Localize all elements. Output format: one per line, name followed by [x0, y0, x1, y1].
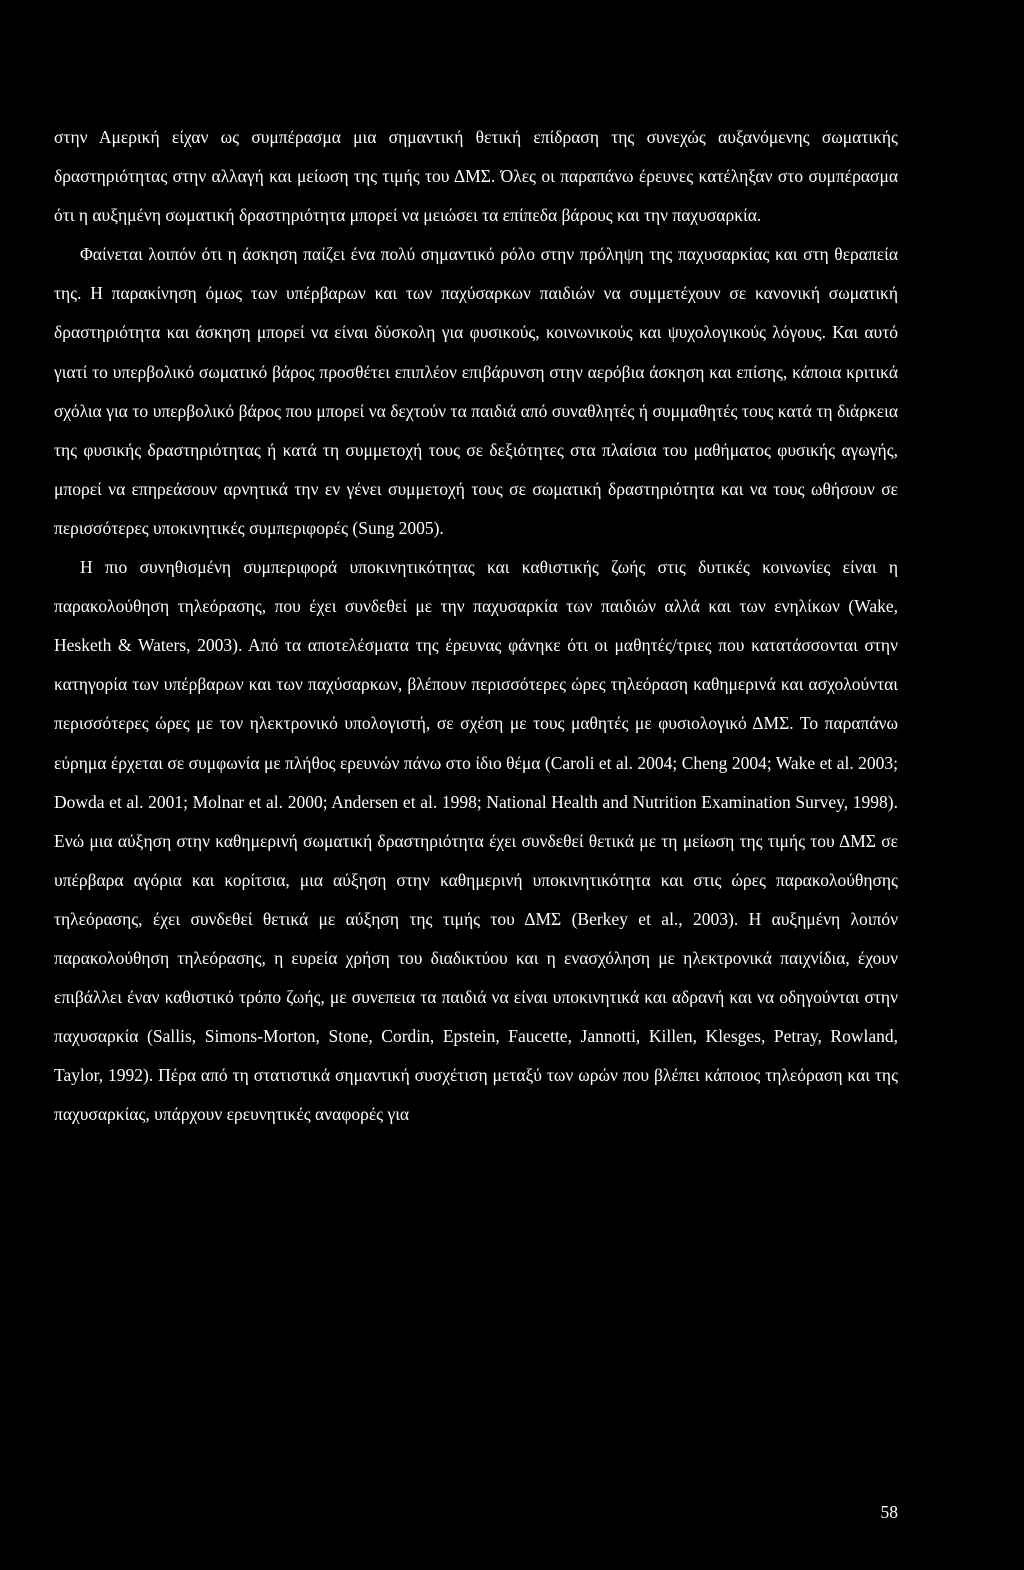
paragraph-television-sedentary: Η πιο συνηθισμένη συμπεριφορά υποκινητικότητας και καθιστικής ζωής στις δυτικές κοινωνίες είναι η παρακολούθηση τηλεόρασης, που έχει συνδεθεί με την παχυσαρκία των παιδιών αλλά και των ενηλίκων (Wake, Hesketh & Waters, 2003). Από τα αποτελέσματα της έρευνας φάνηκε ότι οι μαθητές/τριες που κατατάσσονται στην κατηγορία των υπέρβαρων και των παχύσαρκων, βλέπουν περισσότερες ώρες τηλεόραση καθημερινά και ασχολούνται περισσότερες ώρες με τον ηλεκτρονικό υπολογιστή, σε σχέση με τους μαθητές με φυσιολογικό ΔΜΣ. Το παραπάνω εύρημα έρχεται σε συμφωνία με πλήθος ερευνών πάνω στο ίδιο θέμα (Caroli et al. 2004; Cheng 2004; Wake et al. 2003; Dowda et al. 2001; Molnar et al. 2000; Andersen et al. 1998; National Health and Nutrition Examination Survey, 1998). Ενώ μια αύξηση στην καθημερινή σωματική δραστηριότητα έχει συνδεθεί θετικά με τη μείωση της τιμής του ΔΜΣ σε υπέρβαρα αγόρια και κορίτσια, μια αύξηση στην καθημερινή υποκινητικότητα και στις ώρες παρακολούθησης τηλεόρασης, έχει συνδεθεί θετικά με αύξηση της τιμής του ΔΜΣ (Berkey et al., 2003). Η αυξημένη λοιπόν παρακολούθηση τηλεόρασης, η ευρεία χρήση του διαδικτύου και η ενασχόληση με ηλεκτρονικά παιχνίδια, έχουν επιβάλλει έναν καθιστικό τρόπο ζωής, με συνεπεια τα παιδιά να είναι υποκινητικά και αδρανή και να οδηγούνται στην παχυσαρκία (Sallis, Simons-Morton, Stone, Cordin, Epstein, Faucette, Jannotti, Killen, Klesges, Petray, Rowland, Taylor, 1992). Πέρα από τη στατιστικά σημαντική συσχέτιση μεταξύ των ωρών που βλέπει κάποιος τηλεόραση και της παχυσαρκίας, υπάρχουν ερευνητικές αναφορές για	[54, 557, 898, 1125]
body-text	[54, 118, 898, 1134]
paragraph-continuation: στην Αμερική είχαν ως συμπέρασμα μια σημαντική θετική επίδραση της συνεχώς αυξανόμενης σωματικής δραστηριότητας στην αλλαγή και μείωση της τιμής του ΔΜΣ. Όλες οι παραπάνω έρευνες κατέληξαν στο συμπέρασμα ότι η αυξημένη σωματική δραστηριότητα μπορεί να μειώσει τα επίπεδα βάρους και την παχυσαρκία.	[54, 127, 898, 226]
paragraph-exercise-role: Φαίνεται λοιπόν ότι η άσκηση παίζει ένα πολύ σημαντικό ρόλο στην πρόληψη της παχυσαρκίας και στη θεραπεία της. Η παρακίνηση όμως των υπέρβαρων και των παχύσαρκων παιδιών να συμμετέχουν σε κανονική σωματική δραστηριότητα και άσκηση μπορεί να είναι δύσκολη για φυσικούς, κοινωνικούς και ψυχολογικούς λόγους. Και αυτό γιατί το υπερβολικό σωματικό βάρος προσθέτει επιπλέον επιβάρυνση στην αερόβια άσκηση και επίσης, κάποια κριτικά σχόλια για το υπερβολικό βάρος που μπορεί να δεχτούν τα παιδιά από συναθλητές ή συμμαθητές τους κατά τη διάρκεια της φυσικής δραστηριότητας ή κατά τη συμμετοχή τους σε δεξιότητες στα πλαίσια του μαθήματος φυσικής αγωγής, μπορεί να επηρεάσουν αρνητικά την εν γένει συμμετοχή τους σε σωματική δραστηριότητα και να τους ωθήσουν σε περισσότερες υποκινητικές συμπεριφορές (Sung 2005).	[54, 244, 898, 538]
page-number: 58	[880, 1502, 898, 1522]
